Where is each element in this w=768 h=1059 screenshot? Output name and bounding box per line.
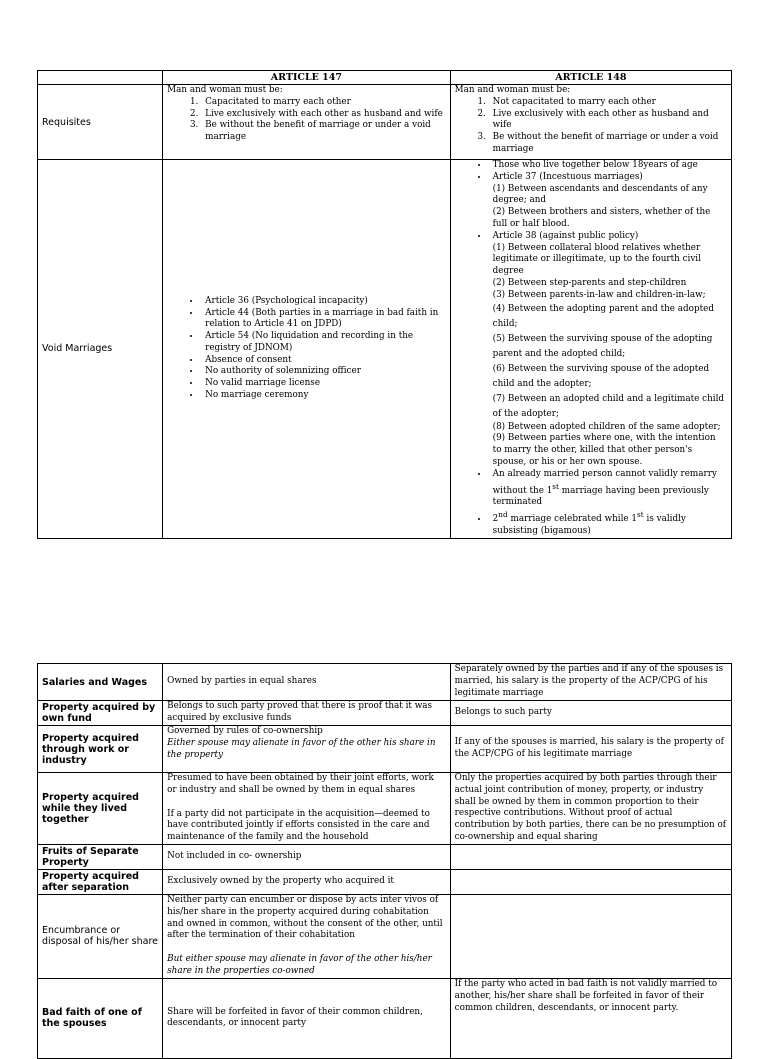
list-item: 2. Live exclusively with each other as husband and wife	[201, 109, 446, 121]
article-38-heading: Article 38 (against public policy)	[492, 230, 639, 241]
void-147-list	[167, 296, 446, 402]
cell-italic-note: Either spouse may alienate in favor of the other his share in the property	[167, 737, 436, 760]
list-item: 2. Live exclusively with each other as husband and wife	[489, 109, 727, 133]
cell-text: Governed by rules of co-ownership	[167, 726, 323, 736]
superscript: st	[637, 510, 644, 520]
bigamy-text-c: is validly subsisting (bigamous)	[492, 513, 686, 536]
row-label: Salaries and Wages	[38, 664, 163, 701]
sub-item: (1) Between collateral blood relatives whether legitimate or illegitimate, up to the fourth civil degree	[492, 242, 701, 277]
sub-item: (4) Between the adopting parent and the adopted child;	[492, 303, 714, 329]
void-marriages-label: Void Marriages	[38, 160, 163, 539]
list-item: 3. Be without the benefit of marriage or under a void marriage	[201, 120, 446, 144]
table-row	[38, 701, 732, 726]
requisites-148	[450, 85, 731, 160]
cell-147	[163, 773, 451, 845]
requisites-147	[163, 85, 451, 160]
list-item	[489, 509, 727, 538]
sub-item: (9) Between parties where one, with the intention to marry the other, killed that other person's spouse, or his or her own spouse.	[492, 433, 716, 467]
cell-148	[450, 894, 731, 978]
requisites-147-list	[167, 97, 446, 144]
requisites-row	[38, 85, 732, 160]
cell-148	[450, 869, 731, 894]
list-item: • No valid marriage license	[201, 378, 446, 390]
sub-item: (2) Between step-parents and step-children	[492, 277, 687, 288]
sub-item: (2) Between brothers and sisters, whether of the full or half blood.	[492, 207, 711, 229]
list-item: • Absence of consent	[201, 355, 446, 367]
cell-147: Share will be forfeited in favor of their common children, descendants, or innocent party	[163, 978, 451, 1058]
list-item: • No authority of solemnizing officer	[201, 366, 446, 378]
sub-item: (7) Between an adopted child and a legitimate child of the adopter;	[492, 393, 725, 419]
cell-148: Only the properties acquired by both parties through their actual joint contribution of money, property, or industry shall be owned by them in common proportion to their respective contributions. Without proof of actual contribution by both parties, there can be no presumption of co-ownership and equal sharing	[450, 773, 731, 845]
sub-item: (6) Between the surviving spouse of the adopted child and the adopter;	[492, 363, 710, 389]
requisites-label: Requisites	[38, 85, 163, 160]
cell-147: Exclusively owned by the property who acquired it	[163, 869, 451, 894]
table-row	[38, 726, 732, 773]
header-article-148: ARTICLE 148	[450, 71, 731, 85]
cell-text: Presumed to have been obtained by their joint efforts, work or industry and shall be owned by them in equal shares	[167, 773, 434, 795]
property-regime-table	[37, 663, 732, 1059]
cell-147: Owned by parties in equal shares	[163, 664, 451, 701]
list-item: • Article 44 (Both parties in a marriage in bad faith in relation to Article 41 on JDPD)	[201, 308, 446, 332]
requisites-148-intro: Man and woman must be:	[454, 85, 571, 95]
table-row	[38, 869, 732, 894]
cell-147: Not included in co- ownership	[163, 844, 451, 869]
list-item	[489, 469, 727, 509]
row-label: Bad faith of one of the spouses	[38, 978, 163, 1058]
list-item: 1. Capacitated to marry each other	[201, 97, 446, 109]
sub-item: (5) Between the surviving spouse of the adopting parent and the adopted child;	[492, 333, 713, 359]
void-marriages-row	[38, 160, 732, 539]
row-label: Fruits of Separate Property	[38, 844, 163, 869]
cell-148: Belongs to such party	[450, 701, 731, 726]
header-row	[38, 71, 732, 85]
header-blank	[38, 71, 163, 85]
table-row	[38, 978, 732, 1058]
list-item: • Article 36 (Psychological incapacity)	[201, 296, 446, 308]
cell-italic-note: But either spouse may alienate in favor of the other his/her share in the properties co-owned	[167, 954, 432, 976]
header-article-147: ARTICLE 147	[163, 71, 451, 85]
cell-text-2: If a party did not participate in the acquisition—deemed to have contributed jointly if efforts consisted in the care and maintenance of the family and the household	[167, 808, 430, 843]
cell-147	[163, 726, 451, 773]
void-148	[450, 160, 731, 539]
list-item: • Article 54 (No liquidation and recording in the registry of JDNOM)	[201, 331, 446, 355]
list-item: 1. Not capacitated to marry each other	[489, 97, 727, 109]
remarry-text-b: marriage having been previously terminated	[492, 485, 709, 508]
bigamy-text-a: 2	[492, 513, 499, 524]
cell-147	[163, 894, 451, 978]
list-item: 3. Be without the benefit of marriage or under a void marriage	[489, 132, 727, 156]
void-147	[163, 160, 451, 539]
sub-item: (3) Between parents-in-law and children-in-law;	[492, 289, 706, 300]
superscript: st	[552, 481, 560, 491]
table-row	[38, 844, 732, 869]
requisites-147-intro: Man and woman must be:	[167, 85, 283, 95]
row-label: Property acquired by own fund	[38, 701, 163, 726]
table-row	[38, 773, 732, 845]
table-row	[38, 894, 732, 978]
remarry-text-a: An already married person cannot validly remarry without the 1	[492, 468, 717, 496]
requisites-148-list	[455, 97, 727, 156]
superscript: nd	[498, 510, 508, 520]
row-label: Property acquired after separation	[38, 869, 163, 894]
row-label: Encumbrance or disposal of his/her share	[38, 894, 163, 978]
cell-147: Belongs to such party proved that there is proof that it was acquired by exclusive funds	[163, 701, 451, 726]
list-item	[489, 231, 727, 469]
cell-148: If any of the spouses is married, his salary is the property of the ACP/CPG of his legitimate marriage	[450, 726, 731, 773]
row-label: Property acquired through work or industry	[38, 726, 163, 773]
cell-148	[450, 844, 731, 869]
cell-text: Neither party can encumber or dispose by acts inter vivos of his/her share in the property acquired during cohabitation and owned in common, without the consent of the other, until after the termination of their cohabitation	[167, 894, 443, 941]
cell-148: If the party who acted in bad faith is not validly married to another, his/her share shall be forfeited in favor of their common children, descendants, or innocent party.	[450, 978, 731, 1058]
list-item: • Those who live together below 18years of age	[489, 160, 727, 172]
sub-item: (1) Between ascendants and descendants of any degree; and	[492, 183, 708, 206]
table-row	[38, 664, 732, 701]
sub-item: (8) Between adopted children of the same adopter;	[492, 421, 721, 432]
article-37-heading: Article 37 (Incestuous marriages)	[492, 171, 643, 182]
list-item	[489, 172, 727, 231]
bigamy-text-b: marriage celebrated while 1	[507, 513, 637, 524]
cell-148: Separately owned by the parties and if any of the spouses is married, his salary is the property of the ACP/CPG of his legitimate marriage	[450, 664, 731, 701]
list-item: • No marriage ceremony	[201, 390, 446, 402]
void-148-list	[455, 160, 727, 538]
article-comparison-table	[37, 70, 732, 539]
row-label: Property acquired while they lived together	[38, 773, 163, 845]
